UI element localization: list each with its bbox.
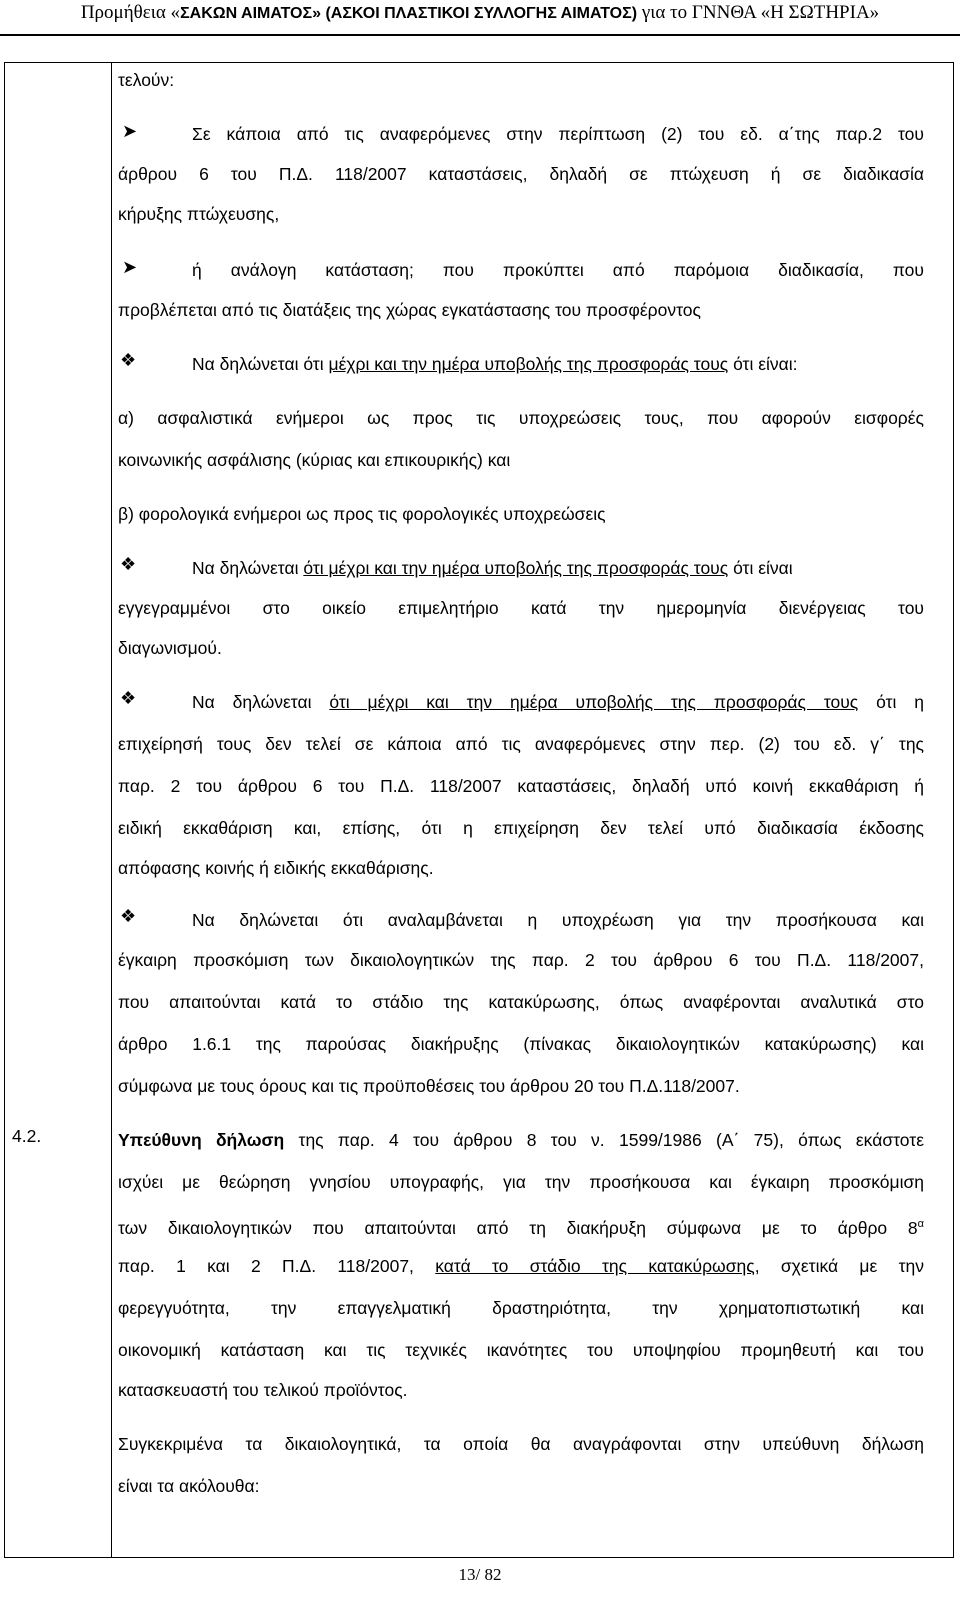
text-line: είναι τα ακόλουθα: bbox=[118, 1476, 260, 1496]
text-line: απόφασης κοινής ή ειδικής εκκαθάρισης. bbox=[118, 858, 434, 878]
text-line: οικονομική κατάσταση και τις τεχνικές ικανότητες του υποψηφίου προμηθευτή και του bbox=[118, 1340, 924, 1360]
text-line: Σε κάποια από τις αναφερόμενες στην περίπτωση (2) του εδ. α΄της παρ.2 του bbox=[192, 124, 924, 144]
text-line: σύμφωνα με τους όρους και τις προϋποθέσεις του άρθρου 20 του Π.Δ.118/2007. bbox=[118, 1076, 740, 1096]
text-line: κοινωνικής ασφάλισης (κύριας και επικουρικής) και bbox=[118, 450, 511, 470]
text-line: άρθρου 6 του Π.Δ. 118/2007 καταστάσεις, δηλαδή σε πτώχευση ή σε διαδικασία bbox=[118, 164, 924, 184]
text-line: Υπεύθυνη δήλωση της παρ. 4 του άρθρου 8 του ν. 1599/1986 (Α΄ 75), όπως εκάστοτε bbox=[118, 1130, 924, 1150]
header-suffix: για το ΓΝΝΘΑ «Η ΣΩΤΗΡΙΑ» bbox=[637, 2, 880, 23]
text-line: ειδική εκκαθάριση και, επίσης, ότι η επιχείρηση δεν τελεί υπό διαδικασία έκδοσης bbox=[118, 818, 924, 838]
text-line: Συγκεκριμένα τα δικαιολογητικά, τα οποία θα αναγράφονται στην υπεύθυνη δήλωση bbox=[118, 1434, 924, 1454]
text-line: εγγεγραμμένοι στο οικείο επιμελητήριο κατά την ημερομηνία διενέργειας του bbox=[118, 598, 924, 618]
text-line: φερεγγυότητα, την επαγγελματική δραστηριότητα, την χρηματοπιστωτική και bbox=[118, 1298, 924, 1318]
diamond-bullet-icon: ❖ bbox=[120, 554, 137, 574]
text-line: παρ. 1 και 2 Π.Δ. 118/2007, κατά το στάδιο της κατακύρωσης, σχετικά με την bbox=[118, 1256, 925, 1276]
text-line: κήρυξης πτώχευσης, bbox=[118, 204, 280, 224]
diamond-bullet-icon: ❖ bbox=[120, 688, 137, 708]
page-number: 13/ 82 bbox=[458, 1565, 502, 1584]
header-prefix: Προμήθεια « bbox=[80, 2, 181, 23]
text-line: επιχείρησή τους δεν τελεί σε κάποια από τις αναφερόμενες στην περ. (2) του εδ. γ΄ της bbox=[118, 734, 924, 754]
column-divider bbox=[111, 63, 112, 1557]
text-line: των δικαιολογητικών που απαιτούνται από τη διακήρυξη σύμφωνα με το άρθρο $8^\alpha$ bbox=[118, 1217, 924, 1238]
text-line: τελούν: bbox=[118, 70, 175, 90]
arrow-bullet-icon: ➤ bbox=[122, 257, 138, 277]
text-line: α) ασφαλιστικά ενήμεροι ως προς τις υποχρεώσεις τους, που αφορούν εισφορές bbox=[118, 408, 924, 428]
text-line: προβλέπεται από τις διατάξεις της χώρας εγκατάστασης του προσφέροντος bbox=[118, 300, 701, 320]
arrow-bullet-icon: ➤ bbox=[122, 121, 138, 141]
text-line: β) φορολογικά ενήμεροι ως προς τις φορολογικές υποχρεώσεις bbox=[118, 504, 606, 524]
text-line: που απαιτούνται κατά το στάδιο της κατακύρωσης, όπως αναφέρονται αναλυτικά στο bbox=[118, 992, 924, 1012]
diamond-bullet-icon: ❖ bbox=[120, 906, 137, 926]
section-number: 4.2. bbox=[12, 1126, 42, 1146]
table-frame bbox=[4, 62, 954, 1558]
text-line: ή ανάλογη κατάσταση; που προκύπτει από παρόμοια διαδικασία, που bbox=[192, 260, 924, 280]
text-line: Να δηλώνεται ότι μέχρι και την ημέρα υποβολής της προσφοράς τους ότι η bbox=[192, 692, 925, 712]
text-line: διαγωνισμού. bbox=[118, 638, 222, 658]
diamond-bullet-icon: ❖ bbox=[120, 350, 137, 370]
page-header bbox=[0, 0, 960, 36]
text-line: άρθρο 1.6.1 της παρούσας διακήρυξης (πίνακας δικαιολογητικών κατακύρωσης) και bbox=[118, 1034, 924, 1054]
header-title: ΣΑΚΩΝ ΑΙΜΑΤΟΣ» (ΑΣΚΟΙ ΠΛΑΣΤΙΚΟΙ ΣΥΛΛΟΓΗΣ ΑΙΜΑΤΟΣ) bbox=[180, 5, 638, 22]
text-line: κατασκευαστή του τελικού προϊόντος. bbox=[118, 1380, 408, 1400]
text-line: Να δηλώνεται ότι μέχρι και την ημέρα υποβολής της προσφοράς τους ότι είναι: bbox=[192, 354, 798, 374]
text-line: ισχύει με θεώρηση γνησίου υπογραφής, για την προσήκουσα και έγκαιρη προσκόμιση bbox=[118, 1172, 924, 1192]
text-line: έγκαιρη προσκόμιση των δικαιολογητικών της παρ. 2 του άρθρου 6 του Π.Δ. 118/2007, bbox=[118, 950, 924, 970]
text-line: Να δηλώνεται ότι μέχρι και την ημέρα υποβολής της προσφοράς τους ότι είναι bbox=[192, 558, 793, 578]
text-line: παρ. 2 του άρθρου 6 του Π.Δ. 118/2007 καταστάσεις, δηλαδή υπό κοινή εκκαθάριση ή bbox=[118, 776, 924, 796]
text-line: Να δηλώνεται ότι αναλαμβάνεται η υποχρέωση για την προσήκουσα και bbox=[192, 910, 924, 930]
